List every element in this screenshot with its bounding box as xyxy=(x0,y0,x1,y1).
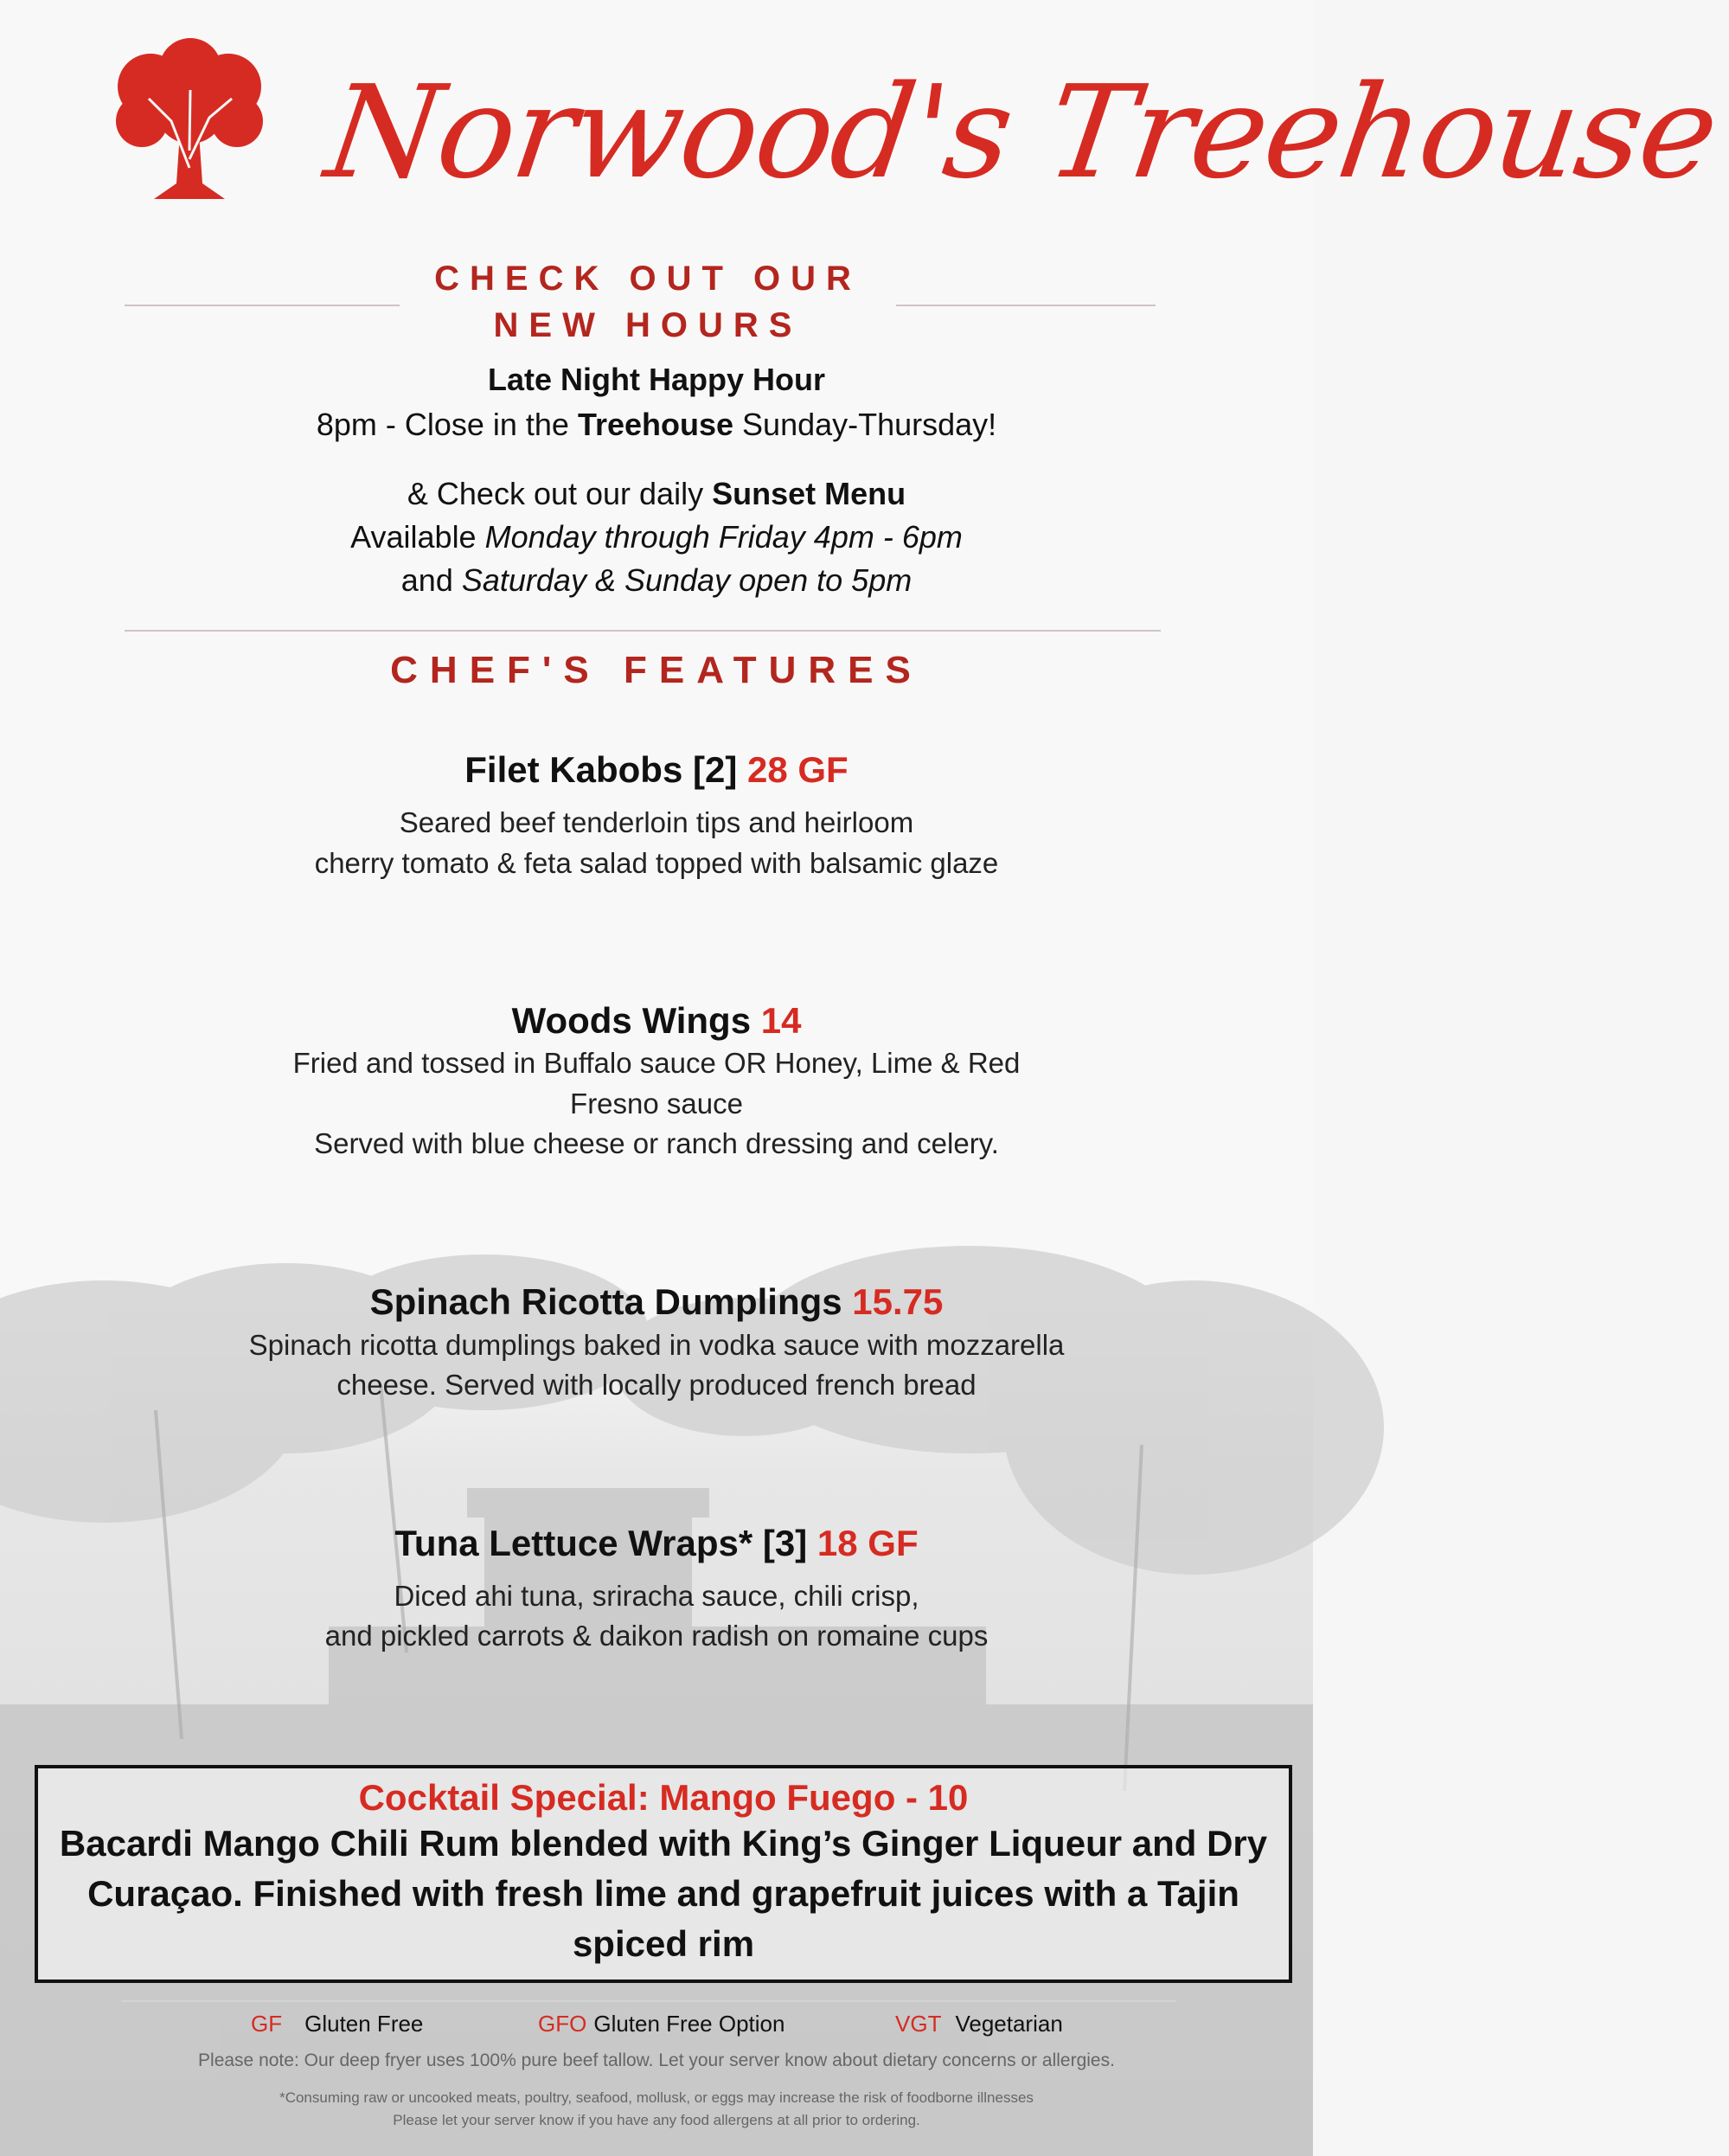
legend-code: GF xyxy=(251,2011,283,2037)
legend-gf xyxy=(251,2011,423,2037)
cocktail-desc-line: Curaçao. Finished with fresh lime and grapefruit juices with a Tajin xyxy=(87,1873,1239,1914)
menu-item-name: Tuna Lettuce Wraps* [3] xyxy=(394,1523,817,1563)
menu-item-title xyxy=(0,1000,1313,1042)
disclaimer-line: *Consuming raw or uncooked meats, poultry, seafood, mollusk, or eggs may increase the risk of foodborne illnesses xyxy=(279,2089,1034,2106)
menu-item-desc: Diced ahi tuna, sriracha sauce, chili crisp, xyxy=(394,1580,919,1612)
happy-hour-title: Late Night Happy Hour xyxy=(487,362,825,397)
menu-item-desc: Spinach ricotta dumplings baked in vodka sauce with mozzarella xyxy=(248,1329,1065,1361)
cocktail-title: Cocktail Special: Mango Fuego - 10 xyxy=(358,1777,969,1818)
legend-label: Gluten Free Option xyxy=(593,2011,785,2037)
cocktail-special-box xyxy=(35,1765,1292,1983)
menu-item-price: 15.75 xyxy=(852,1281,944,1322)
weekday-times: Monday through Friday 4pm - 6pm xyxy=(484,519,963,555)
menu-item-title xyxy=(0,1281,1313,1323)
menu-item-title xyxy=(0,1523,1313,1564)
legend-code: VGT xyxy=(895,2011,942,2037)
hours-title-line1: CHECK OUT OUR xyxy=(434,260,861,298)
menu-item-desc: and pickled carrots & daikon radish on romaine cups xyxy=(324,1620,989,1652)
legend-label: Gluten Free xyxy=(304,2011,424,2037)
menu-item-name: Woods Wings xyxy=(511,1000,761,1041)
legend-gfo xyxy=(538,2011,784,2037)
menu-item-desc: cheese. Served with locally produced french bread xyxy=(336,1369,977,1401)
cocktail-desc-line: Bacardi Mango Chili Rum blended with King’s Ginger Liqueur and Dry xyxy=(59,1823,1268,1864)
divider xyxy=(121,2000,1176,2002)
menu-item-desc: Fried and tossed in Buffalo sauce OR Honey, Lime & Red xyxy=(292,1047,1021,1079)
menu-item-desc: Seared beef tenderloin tips and heirloom xyxy=(399,806,914,838)
weekend-hours xyxy=(0,559,1313,602)
menu-item-name: Spinach Ricotta Dumplings xyxy=(369,1281,853,1322)
weekend-prefix: and xyxy=(400,562,462,598)
legend-code: GFO xyxy=(538,2011,587,2037)
restaurant-name: Norwood's Treehouse xyxy=(317,58,1726,207)
menu-item-price: 28 GF xyxy=(746,749,848,790)
menu-item-title xyxy=(0,749,1313,791)
chefs-features-title: CHEF'S FEATURES xyxy=(390,649,923,691)
weekday-prefix: Available xyxy=(350,519,485,555)
hours-title-line2: NEW HOURS xyxy=(493,306,803,344)
divider xyxy=(125,630,1161,632)
fryer-note: Please note: Our deep fryer uses 100% pure beef tallow. Let your server know about dietary concerns or allergies. xyxy=(198,2050,1115,2070)
divider xyxy=(896,305,1156,306)
happy-hour-prefix: 8pm - Close in the xyxy=(316,407,578,442)
menu-item-price: 18 GF xyxy=(816,1523,919,1563)
menu-item-name: Filet Kabobs [2] xyxy=(464,749,747,790)
sunset-menu-line xyxy=(0,472,1313,516)
disclaimer-line: Please let your server know if you have any food allergens at all prior to ordering. xyxy=(393,2112,920,2128)
happy-hour-days: Sunday-Thursday! xyxy=(733,407,997,442)
happy-hour-location: Treehouse xyxy=(577,407,734,442)
menu-item-price: 14 xyxy=(760,1000,802,1041)
legend-vgt xyxy=(895,2011,1063,2037)
sunset-prefix: & Check out our daily xyxy=(407,476,713,511)
sunset-menu-name: Sunset Menu xyxy=(712,476,906,511)
legend-label: Vegetarian xyxy=(955,2011,1063,2037)
divider xyxy=(125,305,400,306)
weekday-hours xyxy=(0,516,1313,559)
tree-logo-icon xyxy=(111,38,268,208)
cocktail-desc-line: spiced rim xyxy=(572,1923,755,1964)
happy-hour-times xyxy=(0,403,1313,446)
weekend-times: Saturday & Sunday open to 5pm xyxy=(461,562,913,598)
menu-item-desc: Served with blue cheese or ranch dressing and celery. xyxy=(314,1127,999,1159)
menu-item-desc: Fresno sauce xyxy=(570,1088,743,1120)
menu-item-desc: cherry tomato & feta salad topped with balsamic glaze xyxy=(314,847,999,879)
